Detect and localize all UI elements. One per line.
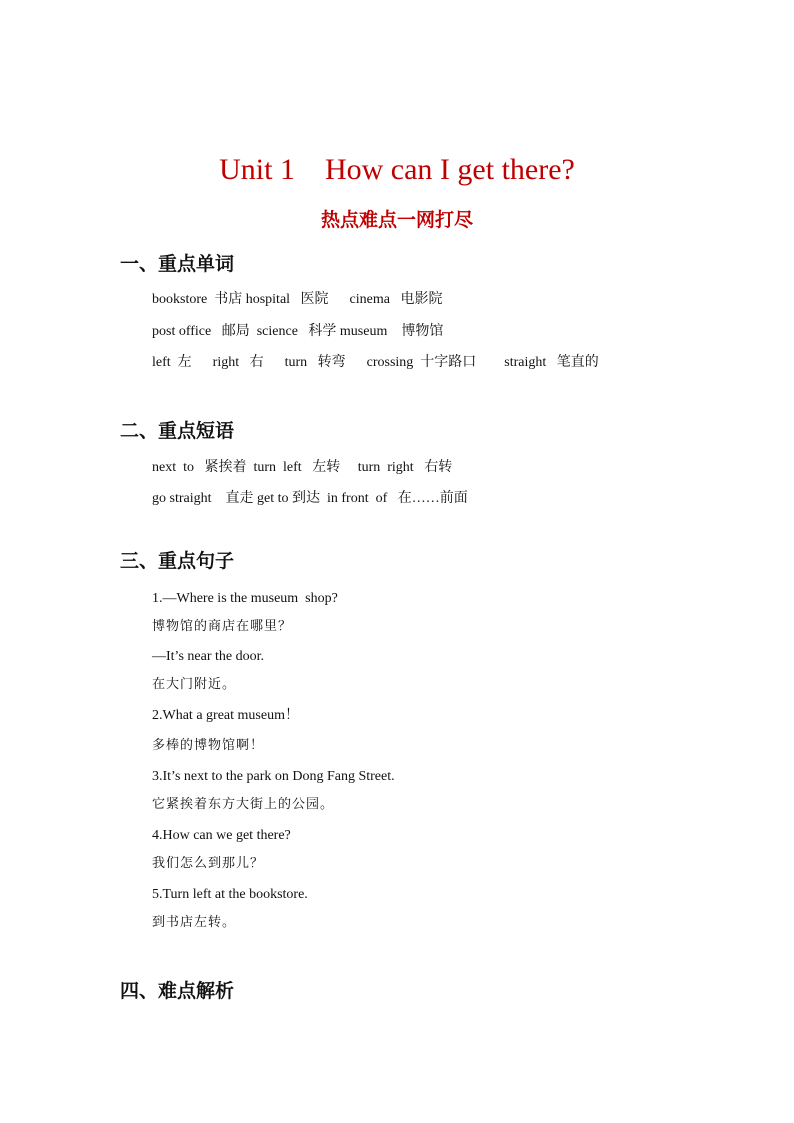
sentence-english: 1.—Where is the museum shop? <box>152 591 338 606</box>
sentence-chinese: 博物馆的商店在哪里？ <box>152 619 293 634</box>
sentence-english: 2.What a great museum！ <box>152 708 299 723</box>
sentence-english: 3.It’s next to the park on Dong Fang Street. <box>152 769 395 784</box>
sentence-chinese: 它紧挨着东方大街上的公园。 <box>152 797 335 812</box>
word-line: left 左 right 右 turn 转弯 crossing 十字路口 straight 笔直的 <box>152 355 599 370</box>
phrase-line: go straight 直走 get to 到达 in front of 在……前面 <box>152 491 468 506</box>
section-heading-sentences: 三、重点句子 <box>120 550 235 572</box>
sentence-chinese: 多棒的博物馆啊！ <box>152 738 265 753</box>
word-line: bookstore 书店 hospital 医院 cinema 电影院 <box>152 292 443 307</box>
unit-subtitle: 热点难点一网打尽 <box>320 209 473 231</box>
sentence-chinese: 在大门附近。 <box>152 677 237 692</box>
unit-title: Unit 1 How can I get there? <box>219 153 575 186</box>
phrase-line: next to 紧挨着 turn left 左转 turn right 右转 <box>152 460 453 475</box>
sentence-chinese: 我们怎么到那儿？ <box>152 856 265 871</box>
section-heading-difficulties: 四、难点解析 <box>120 980 235 1002</box>
sentence-english: 4.How can we get there? <box>152 828 291 843</box>
sentence-english: —It’s near the door. <box>152 649 264 664</box>
sentence-chinese: 到书店左转。 <box>152 915 237 930</box>
word-line: post office 邮局 science 科学 museum 博物馆 <box>152 324 444 339</box>
section-heading-words: 一、重点单词 <box>120 253 235 275</box>
section-heading-phrases: 二、重点短语 <box>120 420 235 442</box>
sentence-english: 5.Turn left at the bookstore. <box>152 887 308 902</box>
